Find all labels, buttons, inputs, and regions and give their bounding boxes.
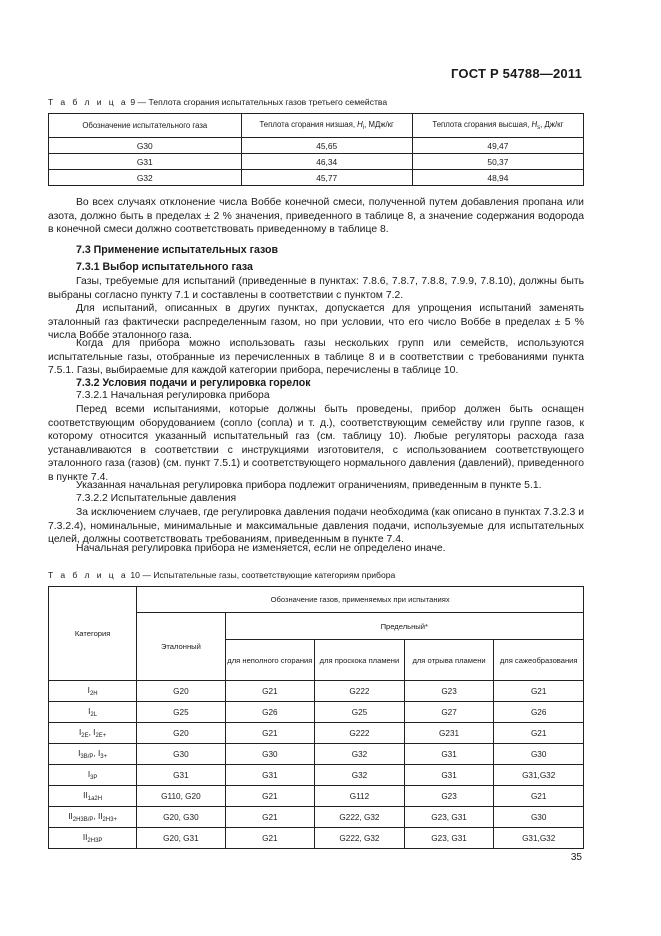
table-row [49, 702, 584, 723]
table10-cell-liftoff: G23 [404, 681, 494, 702]
table10-cell-category: $II_{1a2H}$ [49, 786, 137, 807]
table10-cell-liftoff: G27 [404, 702, 494, 723]
table-row [49, 154, 584, 170]
table10-header-incomplete: для неполного сгорания [225, 640, 315, 681]
table10-cell-soot: G30 [494, 744, 584, 765]
table-row [49, 170, 584, 186]
table10-cell-category: $I_{3P}$ [49, 765, 137, 786]
table10-cell-soot: G31,G32 [494, 765, 584, 786]
table9-header-low: Теплота сгорания низшая, $H_i$, МДж/кг [241, 114, 412, 138]
table10-cell-liftoff: G23, G31 [404, 828, 494, 849]
table9-cell-gas: G30 [49, 138, 242, 154]
table10-cell-flashback: G32 [315, 765, 405, 786]
table10-cell-flashback: G222 [315, 681, 405, 702]
paragraph-7-3-2-2-a: За исключением случаев, где регулировка давления подачи необходима (как описано в пунктах 7.3.2.3 и 7.3.2.4), номинальные, минимальные и максимальные давления подачи, используемые для испытательных целей, должны соответствовать требованиям, приведенным в пункте 7.4. [48, 507, 584, 546]
table10-cell-flashback: G25 [315, 702, 405, 723]
table-row [49, 723, 584, 744]
table10-cell-category: $I_{3B/P}$, $I_{3+}$ [49, 744, 137, 765]
paragraph-7-3-1-a: Газы, требуемые для испытаний (приведенные в пунктах: 7.8.6, 7.8.7, 7.8.8, 7.9.9, 7.8.10), должны быть выбраны согласно пункту 7.1 и составлены в соответствии с пунктом 7.2. [48, 276, 584, 301]
table9-cell-high: 48,94 [412, 170, 583, 186]
table-row [49, 744, 584, 765]
table10-header-liftoff: для отрыва пламени [404, 640, 494, 681]
table10-cell-soot: G21 [494, 723, 584, 744]
table10-cell-incomplete: G21 [225, 786, 315, 807]
table10-cell-category: $I_{2E}$, $I_{2E+}$ [49, 723, 137, 744]
table10-cell-liftoff: G23 [404, 786, 494, 807]
table10-header-flashback: для проскока пламени [315, 640, 405, 681]
table10-cell-category: $II_{2H3P}$ [49, 828, 137, 849]
table10-header-limit: Предельный* [225, 613, 583, 640]
table10-cell-soot: G31,G32 [494, 828, 584, 849]
table10-caption-text: 10 — Испытательные газы, соответствующие категориям прибора [130, 570, 396, 580]
table9-cell-gas: G32 [49, 170, 242, 186]
table10-cell-liftoff: G23, G31 [404, 807, 494, 828]
section-heading-7-3: 7.3 Применение испытательных газов [76, 244, 278, 256]
table10-cell-incomplete: G21 [225, 681, 315, 702]
table-row [49, 807, 584, 828]
table10-cell-incomplete: G30 [225, 744, 315, 765]
table10-cell-ref: G30 [137, 744, 225, 765]
table9-caption [48, 97, 387, 107]
table10-cell-ref: G20 [137, 723, 225, 744]
paragraph-7-3-2-1-b: Указанная начальная регулировка прибора подлежит ограничениям, приведенным в пункте 5.1. [76, 480, 542, 491]
table9-caption-label: Т а б л и ц а [48, 97, 128, 107]
table10-cell-flashback: G222, G32 [315, 828, 405, 849]
paragraph-7-3-1-b: Для испытаний, описанных в других пунктах, допускается для упрощения испытаний заменять эталонный газ фактически распределенным газом, но при условии, что его число Воббе в пределах ± 5 % числа Воббе эталонного газа. [48, 303, 584, 342]
document-header: ГОСТ Р 54788—2011 [451, 66, 582, 81]
table10-cell-ref: G20, G30 [137, 807, 225, 828]
table10-caption [48, 570, 395, 580]
paragraph-7-3-2-2-b: Начальная регулировка прибора не изменяется, если не определено иначе. [76, 543, 446, 554]
table10-cell-incomplete: G21 [225, 723, 315, 744]
table10-cell-ref: G20 [137, 681, 225, 702]
table10-cell-incomplete: G31 [225, 765, 315, 786]
table10-cell-ref: G110, G20 [137, 786, 225, 807]
table9-cell-high: 50,37 [412, 154, 583, 170]
table9-header-high: Теплота сгорания высшая, $H_s$, Дж/кг [412, 114, 583, 138]
table10-cell-category: $I_{2H}$ [49, 681, 137, 702]
table10-cell-flashback: G222, G32 [315, 807, 405, 828]
table9 [48, 113, 584, 186]
section-heading-7-3-2-1: 7.3.2.1 Начальная регулировка прибора [76, 390, 270, 401]
table-row [49, 681, 584, 702]
table10-cell-flashback: G112 [315, 786, 405, 807]
table10-cell-soot: G26 [494, 702, 584, 723]
table-row [49, 138, 584, 154]
paragraph-7-3-2-1-a: Перед всеми испытаниями, которые должны быть проведены, прибор должен быть оснащен соответствующим оборудованием (сопло (сопла) и т. д.), соответствующим семейству или группе газов, к которому относится указанный испытательный газ (см. таблицу 10). Любые регуляторы расхода газа устанавливаются в соответствии с инструкциями изготовителя, с использованием соответствующего эталонного газа (газов) (см. пункт 7.5.1) и соответствующего нормального давления (давлений), приведенного в пункте 7.4. [48, 404, 584, 483]
section-heading-7-3-2: 7.3.2 Условия подачи и регулировка горелок [76, 377, 311, 389]
table-row [49, 765, 584, 786]
table9-cell-high: 49,47 [412, 138, 583, 154]
table10-cell-ref: G31 [137, 765, 225, 786]
table10-cell-incomplete: G21 [225, 807, 315, 828]
paragraph-7-3-1-c: Когда для прибора можно использовать газы нескольких групп или семейств, используются испытательные газы, отобранные из перечисленных в таблице 8 и в соответствии с требованиями пункта 7.5.1. Газы, выбираемые для каждой категории прибора, перечислены в таблице 10. [48, 338, 584, 377]
table10-cell-flashback: G32 [315, 744, 405, 765]
table10-cell-liftoff: G31 [404, 744, 494, 765]
table9-cell-gas: G31 [49, 154, 242, 170]
table10-cell-ref: G25 [137, 702, 225, 723]
table10-cell-ref: G20, G31 [137, 828, 225, 849]
table9-cell-low: 45,77 [241, 170, 412, 186]
table10-cell-category: $II_{2H3B/P}$, $II_{2H3+}$ [49, 807, 137, 828]
table10-header-category: Категория [49, 587, 137, 681]
table-row [49, 786, 584, 807]
section-heading-7-3-2-2: 7.3.2.2 Испытательные давления [76, 493, 237, 504]
table10-cell-flashback: G222 [315, 723, 405, 744]
table10-header-gases: Обозначение газов, применяемых при испытаниях [137, 587, 584, 613]
table10-cell-liftoff: G231 [404, 723, 494, 744]
table10-cell-incomplete: G21 [225, 828, 315, 849]
table10-cell-category: $I_{2L}$ [49, 702, 137, 723]
table10-header-reference: Эталонный [137, 613, 225, 681]
table9-cell-low: 46,34 [241, 154, 412, 170]
table10 [48, 586, 584, 849]
page-number: 35 [570, 852, 582, 863]
section-heading-7-3-1: 7.3.1 Выбор испытательного газа [76, 261, 253, 273]
paragraph-wobbe: Во всех случаях отклонение числа Воббе конечной смеси, полученной путем добавления пропана или азота, должно быть в пределах ± 2 % значения, приведенного в таблице 8, а значение содержания водорода в конечной смеси должно соответствовать приведенному в таблице 8. [48, 197, 584, 236]
table-row [49, 828, 584, 849]
table10-caption-label: Т а б л и ц а [48, 570, 128, 580]
table9-caption-text: 9 — Теплота сгорания испытательных газов третьего семейства [130, 97, 388, 107]
table10-cell-soot: G30 [494, 807, 584, 828]
table10-header-soot: для сажеобразования [494, 640, 584, 681]
table10-cell-soot: G21 [494, 786, 584, 807]
table9-header-gas: Обозначение испытательного газа [49, 114, 242, 138]
table10-cell-soot: G21 [494, 681, 584, 702]
table10-cell-incomplete: G26 [225, 702, 315, 723]
table10-cell-liftoff: G31 [404, 765, 494, 786]
table9-cell-low: 45,65 [241, 138, 412, 154]
